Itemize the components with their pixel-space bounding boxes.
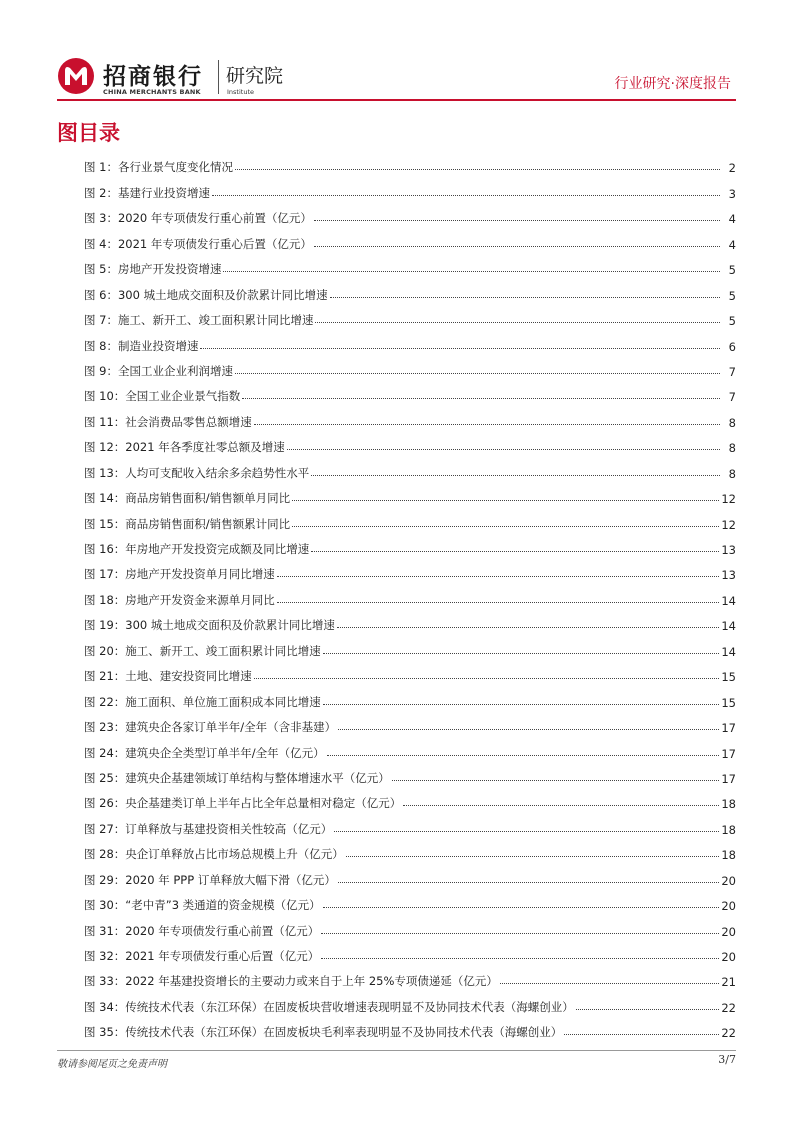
toc-entry-leader <box>287 449 720 450</box>
toc-entry[interactable] <box>84 786 736 811</box>
toc-entry-page: 18 <box>721 797 736 812</box>
toc-entry-label: 图 35：传统技术代表（东江环保）在固废板块毛利率表现明显不及协同技术代表（海螺创业） <box>84 1025 563 1040</box>
toc-entry-label: 图 31：2020 年专项债发行重心前置（亿元） <box>84 923 320 938</box>
toc-entry-leader <box>292 526 719 527</box>
toc-entry[interactable] <box>84 888 736 913</box>
toc-entry[interactable] <box>84 379 736 404</box>
toc-entry-label: 图 9：全国工业企业利润增速 <box>84 363 233 378</box>
toc-entry-label: 图 30：“老中青”3 类通道的资金规模（亿元） <box>84 898 321 913</box>
toc-entry-page: 20 <box>721 899 736 914</box>
toc-entry-leader <box>337 627 719 628</box>
toc-entry-label: 图 22：施工面积、单位施工面积成本同比增速 <box>84 694 321 709</box>
toc-entry-label: 图 28：央企订单释放占比市场总规模上升（亿元） <box>84 847 344 862</box>
toc-entry-leader <box>311 551 719 552</box>
toc-entry-leader <box>314 246 720 247</box>
toc-entry-page: 4 <box>728 212 736 227</box>
toc-entry-page: 14 <box>721 644 736 659</box>
toc-entry-leader <box>314 220 720 221</box>
toc-entry-label: 图 7：施工、新开工、竣工面积累计同比增速 <box>84 313 314 328</box>
toc-entry[interactable] <box>84 354 736 379</box>
toc-entry-label: 图 17：房地产开发投资单月同比增速 <box>84 567 275 582</box>
toc-entry-page: 8 <box>728 466 736 481</box>
toc-entry-leader <box>200 348 720 349</box>
toc-entry-label: 图 33：2022 年基建投资增长的主要动力或来自于上年 25%专项债递延（亿元） <box>84 974 498 989</box>
toc-entry[interactable] <box>84 811 736 836</box>
toc-entry-leader <box>500 983 719 984</box>
toc-entry-label: 图 32：2021 年专项债发行重心后置（亿元） <box>84 949 320 963</box>
toc-entry-page: 22 <box>721 1026 736 1041</box>
toc-entry-page: 20 <box>721 950 736 964</box>
toc-entry-label: 图 34：传统技术代表（东江环保）在固废板块营收增速表现明显不及协同技术代表（海螺创业） <box>84 999 574 1014</box>
toc-entry-page: 20 <box>721 924 736 939</box>
toc-entry-label: 图 1：各行业景气度变化情况 <box>84 160 233 175</box>
toc-entry-leader <box>338 882 720 883</box>
toc-entry-label: 图 8：制造业投资增速 <box>84 338 199 353</box>
toc-entry-leader <box>564 1034 719 1035</box>
figure-list <box>84 150 736 1040</box>
toc-entry-page: 8 <box>728 441 736 456</box>
toc-entry[interactable] <box>84 989 736 1014</box>
toc-entry-leader <box>323 907 720 908</box>
toc-entry[interactable] <box>84 1015 736 1040</box>
toc-entry-page: 14 <box>721 593 736 608</box>
toc-entry-label: 图 25：建筑央企基建领域订单结构与整体增速水平（亿元） <box>84 770 390 785</box>
toc-entry-page: 20 <box>721 873 736 888</box>
toc-entry-label: 图 13：人均可支配收入结余多余趋势性水平 <box>84 465 310 480</box>
toc-entry-page: 18 <box>721 848 736 863</box>
toc-entry-page: 3 <box>728 186 736 201</box>
toc-entry-label: 图 21：土地、建安投资同比增速 <box>84 669 252 684</box>
toc-entry-label: 图 14：商品房销售面积/销售额单月同比 <box>84 491 291 506</box>
toc-entry[interactable] <box>84 735 736 760</box>
toc-entry-label: 图 19：300 城土地成交面积及价款累计同比增速 <box>84 618 335 633</box>
page-number: 3/7 <box>718 1053 736 1066</box>
toc-entry-page: 15 <box>721 695 736 710</box>
logo-separator <box>218 60 219 94</box>
toc-entry-leader <box>346 856 720 857</box>
toc-entry-label: 图 18：房地产开发资金来源单月同比 <box>84 592 275 607</box>
toc-entry-page: 13 <box>721 568 736 583</box>
toc-entry-label: 图 16：年房地产开发投资完成额及同比增速 <box>84 542 310 556</box>
toc-entry-leader <box>277 602 720 603</box>
toc-entry[interactable] <box>84 150 736 175</box>
toc-entry-leader <box>242 398 720 399</box>
toc-entry-page: 15 <box>721 670 736 685</box>
toc-entry[interactable] <box>84 506 736 531</box>
toc-entry[interactable] <box>84 252 736 277</box>
toc-entry[interactable] <box>84 837 736 862</box>
toc-entry[interactable] <box>84 277 736 302</box>
toc-entry-label: 图 6：300 城土地成交面积及价款累计同比增速 <box>84 287 328 302</box>
toc-entry[interactable] <box>84 404 736 429</box>
page-title: 图目录 <box>57 121 120 145</box>
toc-entry-page: 21 <box>721 975 736 990</box>
report-type: 行业研究·深度报告 <box>614 76 731 92</box>
toc-entry-label: 图 24：建筑央企全类型订单半年/全年（亿元） <box>84 745 325 760</box>
toc-entry[interactable] <box>84 913 736 938</box>
toc-entry-label: 图 15：商品房销售面积/销售额累计同比 <box>84 516 291 531</box>
toc-entry[interactable] <box>84 557 736 582</box>
toc-entry-leader <box>254 424 720 425</box>
toc-entry-leader <box>392 780 720 781</box>
toc-entry[interactable] <box>84 710 736 735</box>
toc-entry-label: 图 3：2020 年专项债发行重心前置（亿元） <box>84 211 312 226</box>
toc-entry-page: 2 <box>728 161 736 176</box>
toc-entry-page: 5 <box>728 314 736 329</box>
toc-entry[interactable] <box>84 862 736 887</box>
toc-entry-page: 17 <box>721 746 736 761</box>
bank-name-en: CHINA MERCHANTS BANK <box>103 88 201 96</box>
toc-entry-label: 图 26：央企基建类订单上半年占比全年总量相对稳定（亿元） <box>84 796 402 811</box>
toc-entry-leader <box>315 322 720 323</box>
toc-entry-leader <box>334 831 719 832</box>
toc-entry-leader <box>338 729 719 730</box>
toc-entry-leader <box>235 169 720 170</box>
toc-entry[interactable] <box>84 175 736 200</box>
cmb-logo-icon <box>57 57 95 95</box>
toc-entry-leader <box>327 755 720 756</box>
toc-entry-leader <box>403 805 719 806</box>
toc-entry-page: 18 <box>721 822 736 837</box>
toc-entry[interactable] <box>84 761 736 786</box>
bank-name-cn: 招商银行 <box>103 63 203 90</box>
toc-entry[interactable] <box>84 582 736 607</box>
toc-entry[interactable] <box>84 684 736 709</box>
toc-entry-leader <box>235 373 720 374</box>
toc-entry[interactable] <box>84 964 736 989</box>
toc-entry-page: 14 <box>721 619 736 634</box>
toc-entry-page: 4 <box>728 237 736 252</box>
toc-entry-page: 22 <box>721 1000 736 1015</box>
toc-entry-label: 图 5：房地产开发投资增速 <box>84 262 222 277</box>
toc-entry-leader <box>254 678 720 679</box>
toc-entry-page: 17 <box>721 771 736 786</box>
toc-entry-page: 6 <box>728 339 736 354</box>
toc-entry-leader <box>323 653 720 654</box>
toc-entry-label: 图 12：2021 年各季度社零总额及增速 <box>84 440 285 455</box>
toc-entry[interactable] <box>84 608 736 633</box>
toc-entry[interactable] <box>84 303 736 328</box>
toc-entry[interactable] <box>84 328 736 353</box>
toc-entry[interactable] <box>84 455 736 480</box>
toc-entry-page: 17 <box>721 721 736 736</box>
toc-entry[interactable] <box>84 939 736 964</box>
toc-entry-leader <box>223 271 720 272</box>
toc-entry-leader <box>311 475 720 476</box>
institute-name-cn: 研究院 <box>226 65 284 87</box>
toc-entry-label: 图 20：施工、新开工、竣工面积累计同比增速 <box>84 643 321 658</box>
toc-entry-page: 12 <box>721 517 736 532</box>
toc-entry-page: 7 <box>728 364 736 379</box>
institute-name-en: Institute <box>227 88 254 96</box>
toc-entry-leader <box>321 933 719 934</box>
toc-entry[interactable] <box>84 633 736 658</box>
header-divider <box>57 99 736 101</box>
toc-entry-label: 图 2：基建行业投资增速 <box>84 185 210 200</box>
toc-entry-leader <box>330 297 720 298</box>
toc-entry-label: 图 4：2021 年专项债发行重心后置（亿元） <box>84 236 312 251</box>
toc-entry-page: 5 <box>728 263 736 278</box>
toc-entry[interactable] <box>84 532 736 557</box>
toc-entry[interactable] <box>84 430 736 455</box>
footer-divider <box>57 1050 736 1051</box>
toc-entry-label: 图 27：订单释放与基建投资相关性较高（亿元） <box>84 821 333 836</box>
toc-entry-page: 5 <box>728 288 736 303</box>
toc-entry[interactable] <box>84 201 736 226</box>
toc-entry[interactable] <box>84 659 736 684</box>
toc-entry-label: 图 23：建筑央企各家订单半年/全年（含非基建） <box>84 720 337 735</box>
toc-entry-page: 7 <box>728 390 736 405</box>
toc-entry[interactable] <box>84 481 736 506</box>
toc-entry-page: 13 <box>721 543 736 557</box>
toc-entry-leader <box>212 195 720 196</box>
toc-entry-label: 图 11：社会消费品零售总额增速 <box>84 414 252 429</box>
toc-entry-leader <box>292 500 719 501</box>
page-header <box>0 0 793 110</box>
toc-entry-leader <box>277 576 720 577</box>
toc-entry-label: 图 29：2020 年 PPP 订单释放大幅下滑（亿元） <box>84 872 336 887</box>
toc-entry-label: 图 10：全国工业企业景气指数 <box>84 389 241 404</box>
toc-entry[interactable] <box>84 226 736 251</box>
toc-entry-leader <box>323 704 720 705</box>
toc-entry-leader <box>576 1009 720 1010</box>
toc-entry-page: 8 <box>728 415 736 430</box>
toc-entry-leader <box>321 958 719 959</box>
toc-entry-page: 12 <box>721 492 736 507</box>
footer-disclaimer: 敬请参阅尾页之免责声明 <box>57 1059 167 1070</box>
